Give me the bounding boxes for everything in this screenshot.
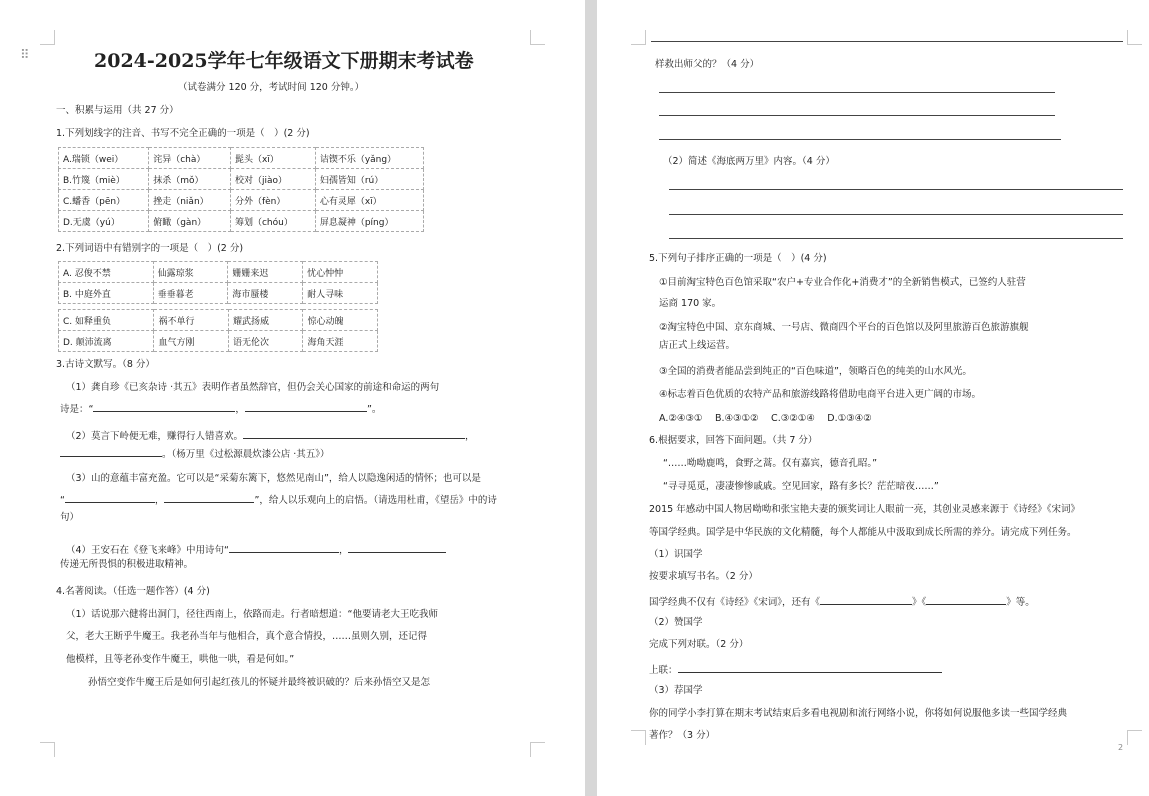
answer-blank[interactable]: [60, 445, 162, 457]
q1-options-table: [58, 147, 424, 232]
text-fragment: ，: [338, 545, 349, 556]
table-cell: 血气方刚: [154, 331, 229, 352]
page-number: 2: [1118, 743, 1124, 752]
q4-passage-line: 他模样，且等老孙变作牛魔王，哄他一哄，看是何如。”: [66, 654, 295, 665]
q3-item-2-line: [60, 445, 330, 461]
table-cell: 分外（fèn）: [230, 190, 315, 211]
q6-subtask-prompt: 完成下列对联。（2 分）: [649, 639, 749, 650]
table-cell: 挫走（niǎn）: [149, 190, 231, 211]
q5-sentence: ③全国的消费者能品尝到纯正的“百色味道”，领略百色的纯美的山水风光。: [659, 366, 972, 377]
table-row: [59, 283, 378, 304]
table-row: [59, 331, 378, 352]
text-fragment: “: [60, 495, 65, 506]
text-fragment: ，: [154, 495, 165, 506]
question-2: 2.下列词语中有错别字的一项是（ ）(2 分): [56, 243, 244, 254]
table-cell: 诘锲不乐（yǎng）: [315, 148, 423, 169]
answer-blank[interactable]: [243, 427, 465, 439]
q5-sentence: ①目前淘宝特色百色馆采取“农户+专业合作化+消费才”的全新销售模式，已签约人驻营: [659, 277, 1026, 288]
table-cell: 忧心忡忡: [303, 262, 378, 283]
q3-item-4: [66, 541, 446, 557]
table-row: [59, 262, 378, 283]
crop-mark: [40, 742, 55, 757]
section-heading: 一、积累与运用（共 27 分）: [56, 105, 179, 116]
q5-sentence: ④标志着百色优质的农特产品和旅游线路将借助电商平台进入更广阔的市场。: [659, 389, 982, 400]
q6-quote: “寻寻觅觅，凄凄惨惨戚戚。空见回家，路有多长？茫茫暗夜……”: [663, 481, 939, 492]
text-fragment: （4）王安石在《登飞来峰》中用诗句“: [66, 545, 229, 556]
answer-blank[interactable]: [820, 593, 912, 605]
answer-blank[interactable]: [65, 491, 155, 503]
q6-subtask-fill: [649, 593, 1035, 609]
q6-subtask: （2）赞国学: [649, 617, 703, 628]
table-cell: 诧异（chà）: [149, 148, 231, 169]
table-row: [59, 211, 424, 232]
answer-blank[interactable]: [229, 541, 339, 553]
table-cell: 心有灵犀（xī）: [315, 190, 423, 211]
text-fragment: ，: [235, 404, 245, 415]
table-cell: D.无虞（yú）: [59, 211, 149, 232]
table-cell: 筹划（chóu）: [230, 211, 315, 232]
text-fragment: ”，给人以乐观向上的启悟。（请选用杜甫，《望岳》中的诗: [254, 495, 497, 506]
q4-passage-line: 父，老大王断乎牛魔王。我老孙当年与他相合，真个意合情投，……虽则久别，还记得: [66, 631, 428, 642]
table-cell: 海市蜃楼: [228, 283, 303, 304]
table-cell: 海角天涯: [303, 331, 378, 352]
answer-line[interactable]: [669, 189, 1123, 190]
table-cell: D. 颠沛流离: [59, 331, 154, 352]
exam-title: 2024-2025学年七年级语文下册期末考试卷: [94, 50, 474, 72]
answer-line[interactable]: [669, 238, 1123, 239]
q6-subtask-prompt: 著作？（3 分）: [649, 730, 716, 741]
table-cell: A.瑞锁（wei）: [59, 148, 149, 169]
table-cell: B. 中庭外直: [59, 283, 154, 304]
question-6: 6.根据要求，回答下面问题。（共 7 分）: [649, 435, 818, 446]
question-5: 5.下列句子排序正确的一项是（ ）(4 分): [649, 253, 827, 264]
answer-blank[interactable]: [678, 661, 942, 673]
table-cell: 俯瞰（gàn）: [149, 211, 231, 232]
q6-quote: “……呦呦鹿鸣，食野之蒿。仅有嘉宾，德音孔昭。”: [663, 458, 878, 469]
text-fragment: 。（杨万里《过松源晨炊漆公店 ·其五》）: [162, 449, 330, 460]
table-cell: B.竹篾（miè）: [59, 169, 149, 190]
q4-passage-line: （1）话说那六健将出洞门，径往西南上，依路而走。行者暗想道：“他要请老大王吃我师: [66, 609, 438, 620]
q6-paragraph: 2015 年感动中国人物居呦呦和张宝艳夫妻的颁奖词让人眼前一亮，其创业灵感来源于《诗经》《宋词》: [649, 504, 1080, 515]
answer-blank[interactable]: [164, 491, 254, 503]
table-cell: 妇孺皆知（rú）: [315, 169, 423, 190]
question-1: 1.下列划线字的注音、书写不完全正确的一项是（ ）(2 分): [56, 128, 310, 139]
table-cell: 垂垂暮老: [153, 283, 228, 304]
text-fragment: 诗是：“: [60, 404, 94, 415]
table-cell: 耐人寻味: [303, 283, 378, 304]
drag-handle-icon[interactable]: ⠿: [20, 48, 30, 63]
text-fragment: 上联：: [649, 665, 678, 676]
q6-subtask: （3）荐国学: [649, 685, 703, 696]
answer-blank[interactable]: [93, 400, 235, 412]
table-cell: 姗姗来迟: [228, 262, 303, 283]
q5-sentence: 店正式上线运营。: [659, 340, 736, 351]
exam-subtitle: （试卷满分 120 分，考试时间 120 分钟。）: [178, 82, 365, 93]
crop-mark: [631, 30, 646, 45]
table-cell: 抹杀（mǒ）: [149, 169, 231, 190]
table-cell: 校对（jiào）: [230, 169, 315, 190]
q2-options-table-b: [58, 309, 378, 352]
text-fragment: 》《: [912, 597, 927, 608]
table-cell: 屏息凝神（píng）: [315, 211, 423, 232]
q4-part2: （2）简述《海底两万里》内容。（4 分）: [663, 156, 835, 167]
q3-item-3-end: 句）: [60, 512, 80, 523]
answer-line[interactable]: [659, 139, 1061, 140]
q6-subtask-prompt: 按要求填写书名。（2 分）: [649, 571, 758, 582]
crop-mark: [631, 730, 646, 745]
q3-item-1: （1）龚自珍《已亥杂诗 ·其五》表明作者虽然辞官，但仍会关心国家的前途和命运的两句: [66, 382, 440, 393]
table-row: [59, 310, 378, 331]
table-cell: C.蟠香（pēn）: [59, 190, 149, 211]
crop-mark: [1127, 730, 1142, 745]
table-cell: 惊心动魄: [303, 310, 378, 331]
table-cell: 语无伦次: [228, 331, 303, 352]
text-fragment: （2）莫言下岭便无难，赚得行人错喜欢。: [66, 431, 244, 442]
table-row: [59, 169, 424, 190]
q5-sentence: 运商 170 家。: [659, 298, 722, 309]
table-row: [59, 190, 424, 211]
table-cell: C. 如释重负: [59, 310, 154, 331]
text-fragment: ，: [465, 431, 475, 442]
crop-mark: [40, 30, 55, 45]
answer-line[interactable]: [669, 214, 1123, 215]
text-fragment: 国学经典不仅有《诗经》《宋词》，还有《: [649, 597, 821, 608]
answer-line[interactable]: [651, 41, 1123, 42]
answer-blank[interactable]: [245, 400, 367, 412]
q3-item-2: [66, 427, 475, 443]
q6-subtask-prompt: 你的同学小李打算在期末考试结束后多看电视剧和流行网络小说，你将如何说服他多读一些国学经典: [649, 708, 1068, 719]
q3-item-1-line: [60, 400, 381, 416]
q5-options: A.②④③① B.④③①② C.③②①④ D.①③④②: [659, 413, 872, 424]
answer-blank[interactable]: [926, 593, 1006, 605]
q4-part1-end: 样救出师父的？（4 分）: [655, 59, 760, 70]
table-cell: 髭头（xī）: [230, 148, 315, 169]
table-cell: A. 忍俊不禁: [59, 262, 154, 283]
q2-options-table-a: [58, 261, 378, 304]
crop-mark: [530, 30, 545, 45]
q3-item-3-line: [60, 491, 497, 507]
table-cell: 仙露琼浆: [153, 262, 228, 283]
answer-line[interactable]: [659, 115, 1055, 116]
question-4: 4.名著阅读。（任选一题作答）(4 分): [56, 586, 210, 597]
answer-line[interactable]: [659, 92, 1055, 93]
question-3: 3.古诗文默写。（8 分）: [56, 359, 155, 370]
q6-paragraph: 等国学经典。国学是中华民族的文化精髓，每个人都能从中汲取到成长所需的养分。请完成下列任务。: [649, 527, 1077, 538]
text-fragment: ”。: [366, 404, 382, 415]
table-cell: 祸不单行: [154, 310, 229, 331]
q4-prompt: 孙悟空变作牛魔王后是如何引起红孩儿的怀疑并最终被识破的？后来孙悟空又是怎: [88, 677, 431, 688]
q3-item-3: （3）山的意蕴丰富充盈。它可以是“采菊东篱下，悠然见南山”，给人以隐逸闲适的情怀；也可以是: [66, 473, 481, 484]
q6-subtask: （1）识国学: [649, 549, 703, 560]
answer-blank[interactable]: [348, 541, 446, 553]
crop-mark: [1127, 30, 1142, 45]
q6-couplet: [649, 661, 942, 677]
q5-sentence: ②淘宝特色中国、京东商城、一号店、微商四个平台的百色馆以及阿里旅游百色旅游旗舰: [659, 322, 1029, 333]
table-cell: 耀武扬威: [228, 310, 303, 331]
text-fragment: 》等。: [1006, 597, 1035, 608]
crop-mark: [530, 742, 545, 757]
exam-page-2: [597, 0, 1149, 796]
q3-item-4-end: 传递无所畏惧的积极进取精神。: [60, 559, 194, 570]
table-row: [59, 148, 424, 169]
